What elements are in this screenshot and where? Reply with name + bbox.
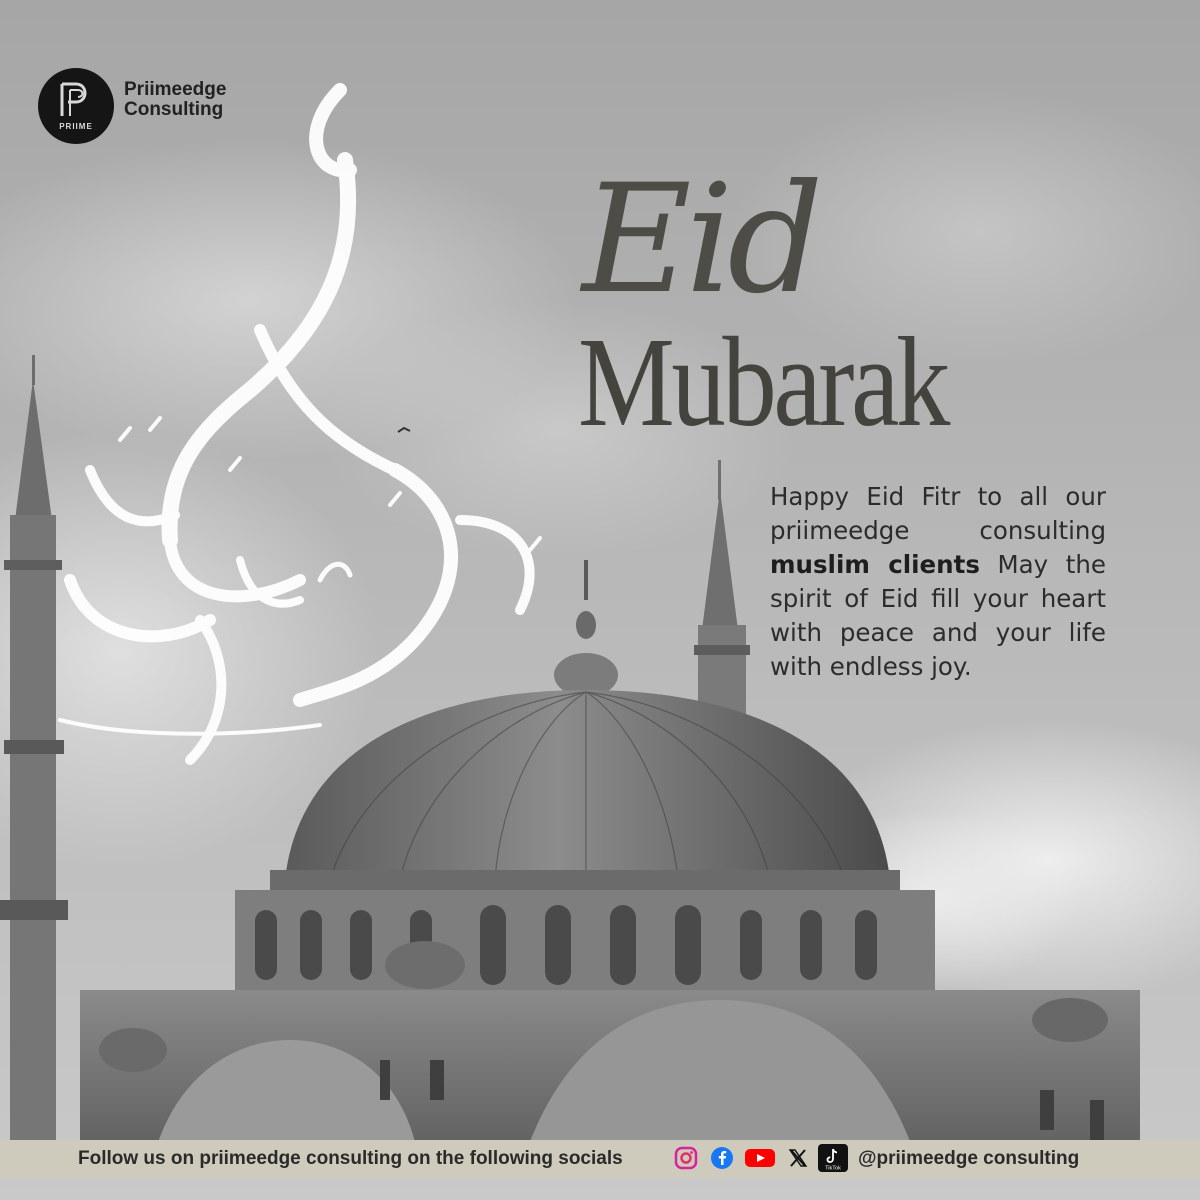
greeting-message	[770, 480, 1106, 684]
tiktok-label: TikTok	[825, 1165, 841, 1172]
pp-monogram-icon	[54, 80, 98, 120]
headline-mubarak: Mubarak	[578, 311, 947, 453]
message-bold: muslim clients	[770, 550, 980, 579]
footer-follow-text: Follow us on priimeedge consulting on the following socials	[78, 1148, 623, 1169]
priimeedge-logo	[38, 68, 114, 144]
message-part-2: May the spirit of Eid fill your heart with peace and your life with endless joy.	[770, 550, 1106, 681]
youtube-icon[interactable]	[744, 1146, 776, 1170]
headline-eid: Eid	[582, 153, 818, 327]
brand-line-1: Priimeedge	[124, 79, 227, 100]
tiktok-icon[interactable]	[818, 1144, 848, 1172]
x-icon[interactable]	[786, 1146, 810, 1170]
logo-wordmark: PRIIME	[59, 122, 93, 131]
footer-band	[0, 1140, 1200, 1178]
brand-name	[124, 80, 226, 120]
facebook-icon[interactable]	[710, 1146, 734, 1170]
brand-line-2: Consulting	[124, 99, 224, 120]
social-handle[interactable]: @priimeedge consulting	[858, 1148, 1080, 1169]
message-part-1: Happy Eid Fitr to all our priimeedge consulting	[770, 482, 1106, 545]
instagram-icon[interactable]	[674, 1146, 698, 1170]
